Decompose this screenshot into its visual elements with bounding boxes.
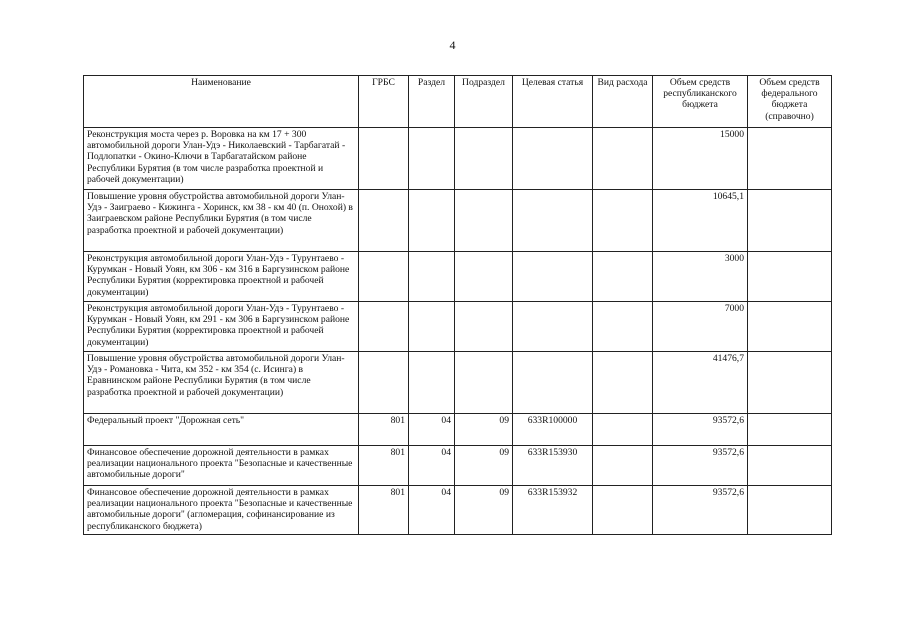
cell-razdel — [409, 252, 455, 302]
cell-name: Финансовое обеспечение дорожной деятельности в рамках реализации национального проекта "Безопасные и качественные автомобильные дороги" — [84, 446, 359, 486]
cell-grbs: 801 — [359, 446, 409, 486]
header-republican-budget: Объем средств республиканского бюджета — [653, 76, 748, 128]
cell-federal-budget — [748, 414, 832, 446]
cell-razdel — [409, 352, 455, 414]
cell-name: Реконструкция автомобильной дороги Улан-Удэ - Турунтаево - Курумкан - Новый Уоян, км 291 - км 306 в Баргузинском районе Республики Бурятия (корректировка проектной и рабочей документации) — [84, 302, 359, 352]
cell-podrazdel: 09 — [455, 486, 513, 535]
cell-vid — [593, 352, 653, 414]
cell-razdel: 04 — [409, 446, 455, 486]
cell-republican-budget: 10645,1 — [653, 190, 748, 252]
cell-republican-budget: 93572,6 — [653, 486, 748, 535]
budget-table — [83, 75, 832, 535]
cell-vid — [593, 302, 653, 352]
cell-federal-budget — [748, 190, 832, 252]
cell-vid — [593, 190, 653, 252]
cell-podrazdel — [455, 302, 513, 352]
cell-podrazdel — [455, 190, 513, 252]
cell-grbs — [359, 252, 409, 302]
cell-federal-budget — [748, 352, 832, 414]
cell-target: 633R153930 — [513, 446, 593, 486]
cell-name: Повышение уровня обустройства автомобильной дороги Улан-Удэ - Заиграево - Кижинга - Хоринск, км 38 - км 40 (п. Онохой) в Заиграевском районе Республики Бурятия (в том числе разработка проектной и рабочей документации) — [84, 190, 359, 252]
cell-target — [513, 302, 593, 352]
header-grbs: ГРБС — [359, 76, 409, 128]
cell-podrazdel — [455, 252, 513, 302]
cell-name: Реконструкция моста через р. Воровка на км 17 + 300 автомобильной дороги Улан-Удэ - Николаевский - Тарбагатай - Подлопатки - Окино-Ключи в Тарбагатайском районе Республики Бурятия (в том числе разработка проектной и рабочей документации) — [84, 128, 359, 190]
cell-grbs — [359, 352, 409, 414]
cell-grbs — [359, 302, 409, 352]
table-row — [84, 252, 832, 302]
cell-federal-budget — [748, 252, 832, 302]
table-row — [84, 302, 832, 352]
cell-target — [513, 352, 593, 414]
cell-target — [513, 190, 593, 252]
table-row — [84, 190, 832, 252]
table-header-row — [84, 76, 832, 128]
header-name: Наименование — [84, 76, 359, 128]
cell-grbs: 801 — [359, 414, 409, 446]
cell-razdel: 04 — [409, 414, 455, 446]
header-razdel: Раздел — [409, 76, 455, 128]
cell-federal-budget — [748, 486, 832, 535]
table-row — [84, 486, 832, 535]
cell-razdel — [409, 128, 455, 190]
header-federal-budget: Объем средств федерального бюджета (справочно) — [748, 76, 832, 128]
cell-federal-budget — [748, 302, 832, 352]
cell-grbs — [359, 128, 409, 190]
cell-republican-budget: 15000 — [653, 128, 748, 190]
cell-republican-budget: 7000 — [653, 302, 748, 352]
cell-target — [513, 128, 593, 190]
cell-podrazdel — [455, 128, 513, 190]
cell-vid — [593, 128, 653, 190]
header-podrazdel: Подраздел — [455, 76, 513, 128]
header-target-article: Целевая статья — [513, 76, 593, 128]
cell-name: Финансовое обеспечение дорожной деятельности в рамках реализации национального проекта "Безопасные и качественные автомобильные дороги" (агломерация, софинансирование из республиканского бюджета) — [84, 486, 359, 535]
cell-name: Повышение уровня обустройства автомобильной дороги Улан-Удэ - Романовка - Чита, км 352 - км 354 (с. Исинга) в Еравнинском районе Республики Бурятия (в том числе разработка проектной и рабочей документации) — [84, 352, 359, 414]
cell-vid — [593, 486, 653, 535]
cell-republican-budget: 93572,6 — [653, 446, 748, 486]
cell-podrazdel: 09 — [455, 446, 513, 486]
cell-name: Реконструкция автомобильной дороги Улан-Удэ - Турунтаево - Курумкан - Новый Уоян, км 306 - км 316 в Баргузинском районе Республики Бурятия (корректировка проектной и рабочей документации) — [84, 252, 359, 302]
table-row — [84, 352, 832, 414]
cell-republican-budget: 3000 — [653, 252, 748, 302]
table-row — [84, 414, 832, 446]
cell-vid — [593, 414, 653, 446]
cell-vid — [593, 252, 653, 302]
cell-target: 633R153932 — [513, 486, 593, 535]
cell-vid — [593, 446, 653, 486]
cell-federal-budget — [748, 446, 832, 486]
table-row — [84, 128, 832, 190]
cell-podrazdel — [455, 352, 513, 414]
page-number: 4 — [449, 38, 456, 52]
cell-republican-budget: 41476,7 — [653, 352, 748, 414]
cell-republican-budget: 93572,6 — [653, 414, 748, 446]
cell-razdel — [409, 302, 455, 352]
table-row — [84, 446, 832, 486]
cell-federal-budget — [748, 128, 832, 190]
cell-grbs — [359, 190, 409, 252]
cell-razdel: 04 — [409, 486, 455, 535]
cell-target: 633R100000 — [513, 414, 593, 446]
cell-target — [513, 252, 593, 302]
cell-podrazdel: 09 — [455, 414, 513, 446]
cell-grbs: 801 — [359, 486, 409, 535]
header-expense-type: Вид расхода — [593, 76, 653, 128]
cell-name: Федеральный проект "Дорожная сеть" — [84, 414, 359, 446]
cell-razdel — [409, 190, 455, 252]
